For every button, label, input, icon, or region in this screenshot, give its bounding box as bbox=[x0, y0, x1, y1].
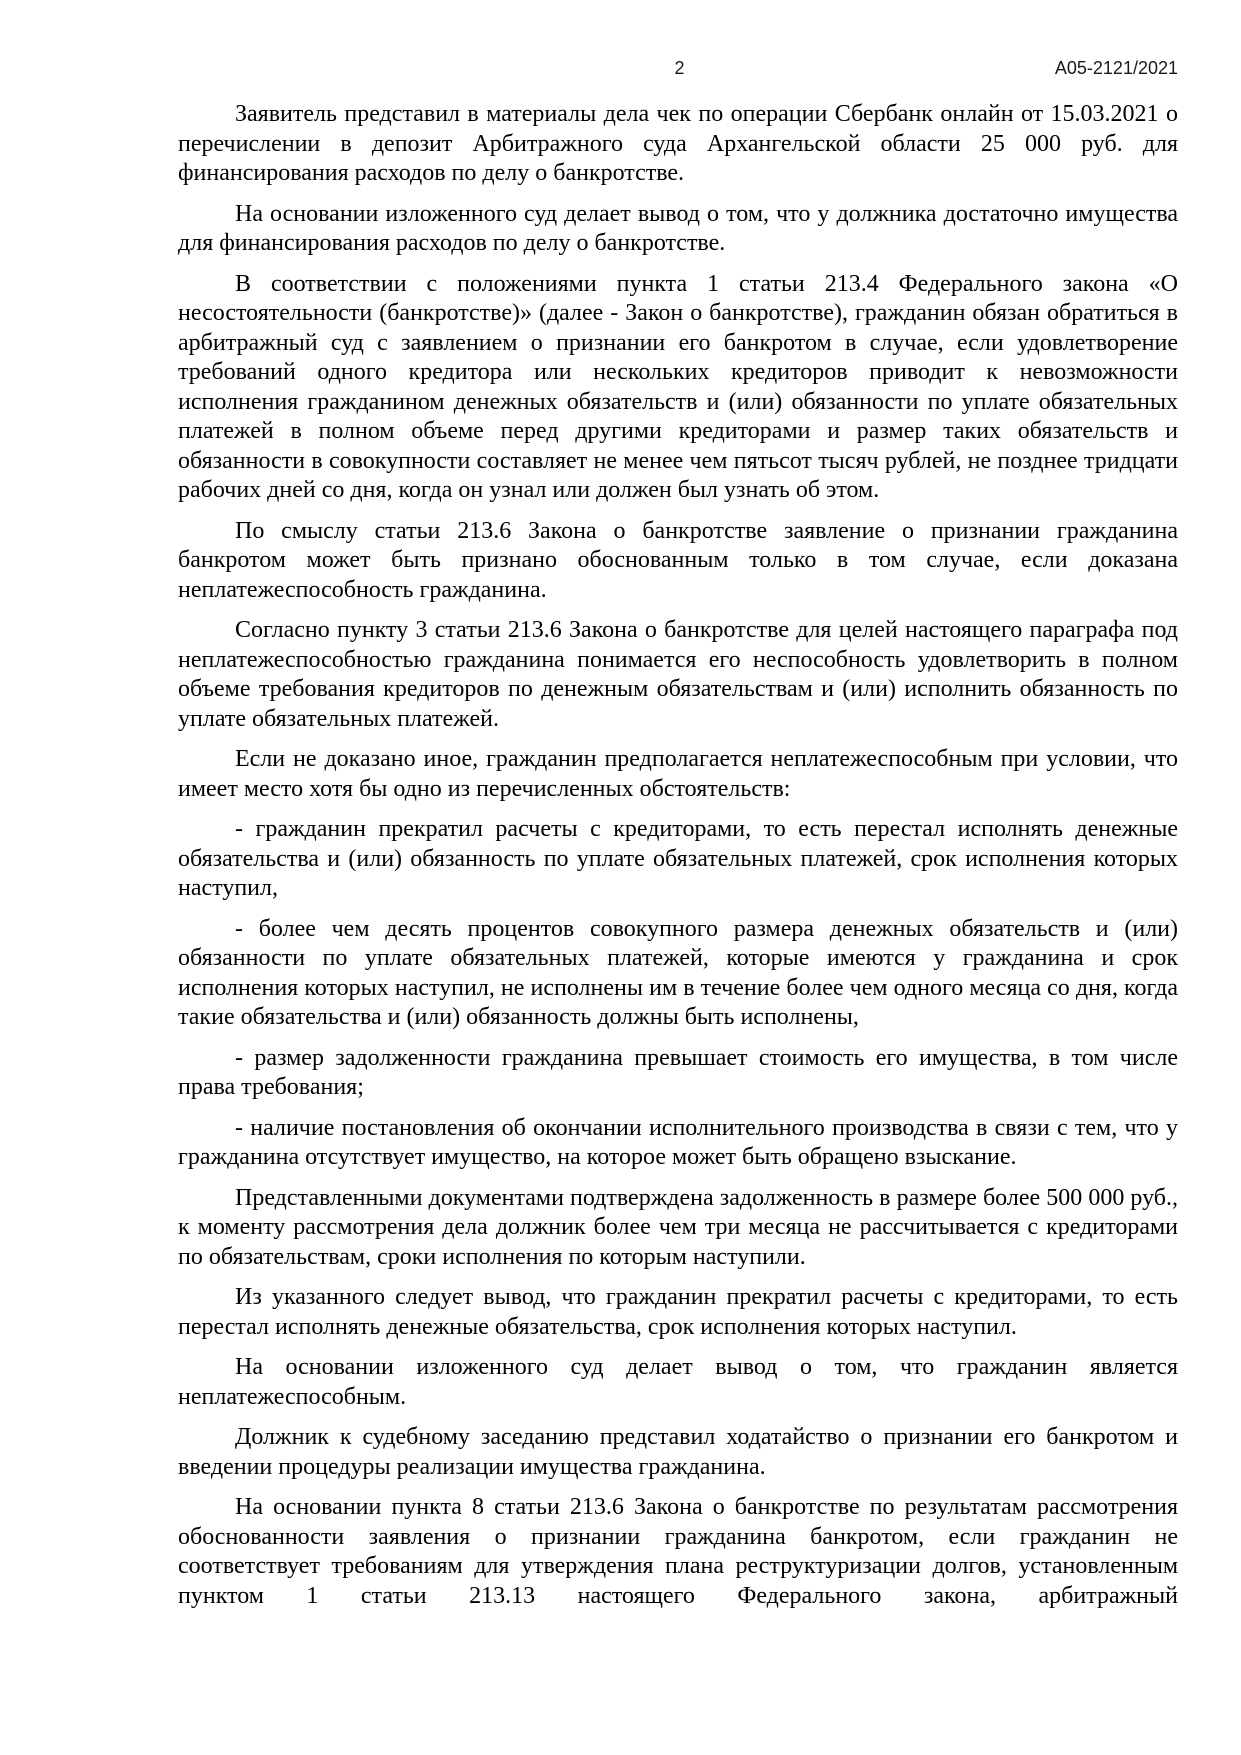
paragraph: На основании изложенного суд делает вывод о том, что у должника достаточно имущества для финансирования расходов по делу о банкротстве. bbox=[178, 200, 1178, 256]
paragraph: Из указанного следует вывод, что гражданин прекратил расчеты с кредиторами, то есть перестал исполнять денежные обязательства, срок исполнения которых наступил. bbox=[178, 1284, 1178, 1340]
paragraph: - наличие постановления об окончании исполнительного производства в связи с тем, что у гражданина отсутствует имущество, на которое может быть обращено взыскание. bbox=[178, 1114, 1178, 1170]
paragraph: Согласно пункту 3 статьи 213.6 Закона о банкротстве для целей настоящего параграфа под неплатежеспособностью гражданина понимается его неспособность удовлетворить в полном объеме требования кредиторов по денежным обязательствам и (или) исполнить обязанность по уплате обязательных платежей. bbox=[178, 617, 1178, 732]
paragraph: В соответствии с положениями пункта 1 статьи 213.4 Федерального закона «О несостоятельности (банкротстве)» (далее - Закон о банкротстве), гражданин обязан обратиться в арбитражный суд с заявлением о признании его банкротом в случае, если удовлетворение требований одного кредитора или нескольких кредиторов приводит к невозможности исполнения гражданином денежных обязательств и (или) обязанности по уплате обязательных платежей в полном объеме перед другими кредиторами и размер таких обязательств и обязанности в совокупности составляет не менее чем пятьсот тысяч рублей, не позднее тридцати рабочих дней со дня, когда он узнал или должен был узнать об этом. bbox=[178, 270, 1178, 503]
page-header bbox=[178, 58, 1178, 82]
paragraph: По смыслу статьи 213.6 Закона о банкротстве заявление о признании гражданина банкротом может быть признано обоснованным только в том случае, если доказана неплатежеспособность гражданина. bbox=[178, 517, 1178, 603]
paragraph: - гражданин прекратил расчеты с кредиторами, то есть перестал исполнять денежные обязательства и (или) обязанность по уплате обязательных платежей, срок исполнения которых наступил, bbox=[178, 816, 1178, 901]
page-number: 2 bbox=[674, 58, 685, 78]
paragraph: Заявитель представил в материалы дела чек по операции Сбербанк онлайн от 15.03.2021 о перечислении в депозит Арбитражного суда Архангельской области 25 000 руб. для финансирования расходов по делу о банкротстве. bbox=[178, 101, 1178, 186]
paragraph: На основании изложенного суд делает вывод о том, что гражданин является неплатежеспособным. bbox=[178, 1354, 1178, 1410]
document-body bbox=[178, 100, 1178, 1611]
paragraph: На основании пункта 8 статьи 213.6 Закона о банкротстве по результатам рассмотрения обоснованности заявления о признании гражданина банкротом, если гражданин не соответствует требованиям для утверждения плана реструктуризации долгов, установленным пунктом 1 статьи 213.13 настоящего Федерального закона, арбитражный bbox=[178, 1494, 1178, 1609]
paragraph: Представленными документами подтверждена задолженность в размере более 500 000 руб., к моменту рассмотрения дела должник более чем три месяца не рассчитывается с кредиторами по обязательствам, сроки исполнения по которым наступили. bbox=[178, 1184, 1178, 1270]
case-number: А05-2121/2021 bbox=[1054, 58, 1178, 78]
paragraph: Если не доказано иное, гражданин предполагается неплатежеспособным при условии, что имеет место хотя бы одно из перечисленных обстоятельств: bbox=[178, 746, 1178, 802]
paragraph: Должник к судебному заседанию представил ходатайство о признании его банкротом и введении процедуры реализации имущества гражданина. bbox=[178, 1424, 1178, 1480]
paragraph: - размер задолженности гражданина превышает стоимость его имущества, в том числе права требования; bbox=[178, 1044, 1178, 1100]
paragraph: - более чем десять процентов совокупного размера денежных обязательств и (или) обязанности по уплате обязательных платежей, которые имеются у гражданина и срок исполнения которых наступил, не исполнены им в течение более чем одного месяца со дня, когда такие обязательства и (или) обязанность должны быть исполнены, bbox=[178, 915, 1178, 1030]
